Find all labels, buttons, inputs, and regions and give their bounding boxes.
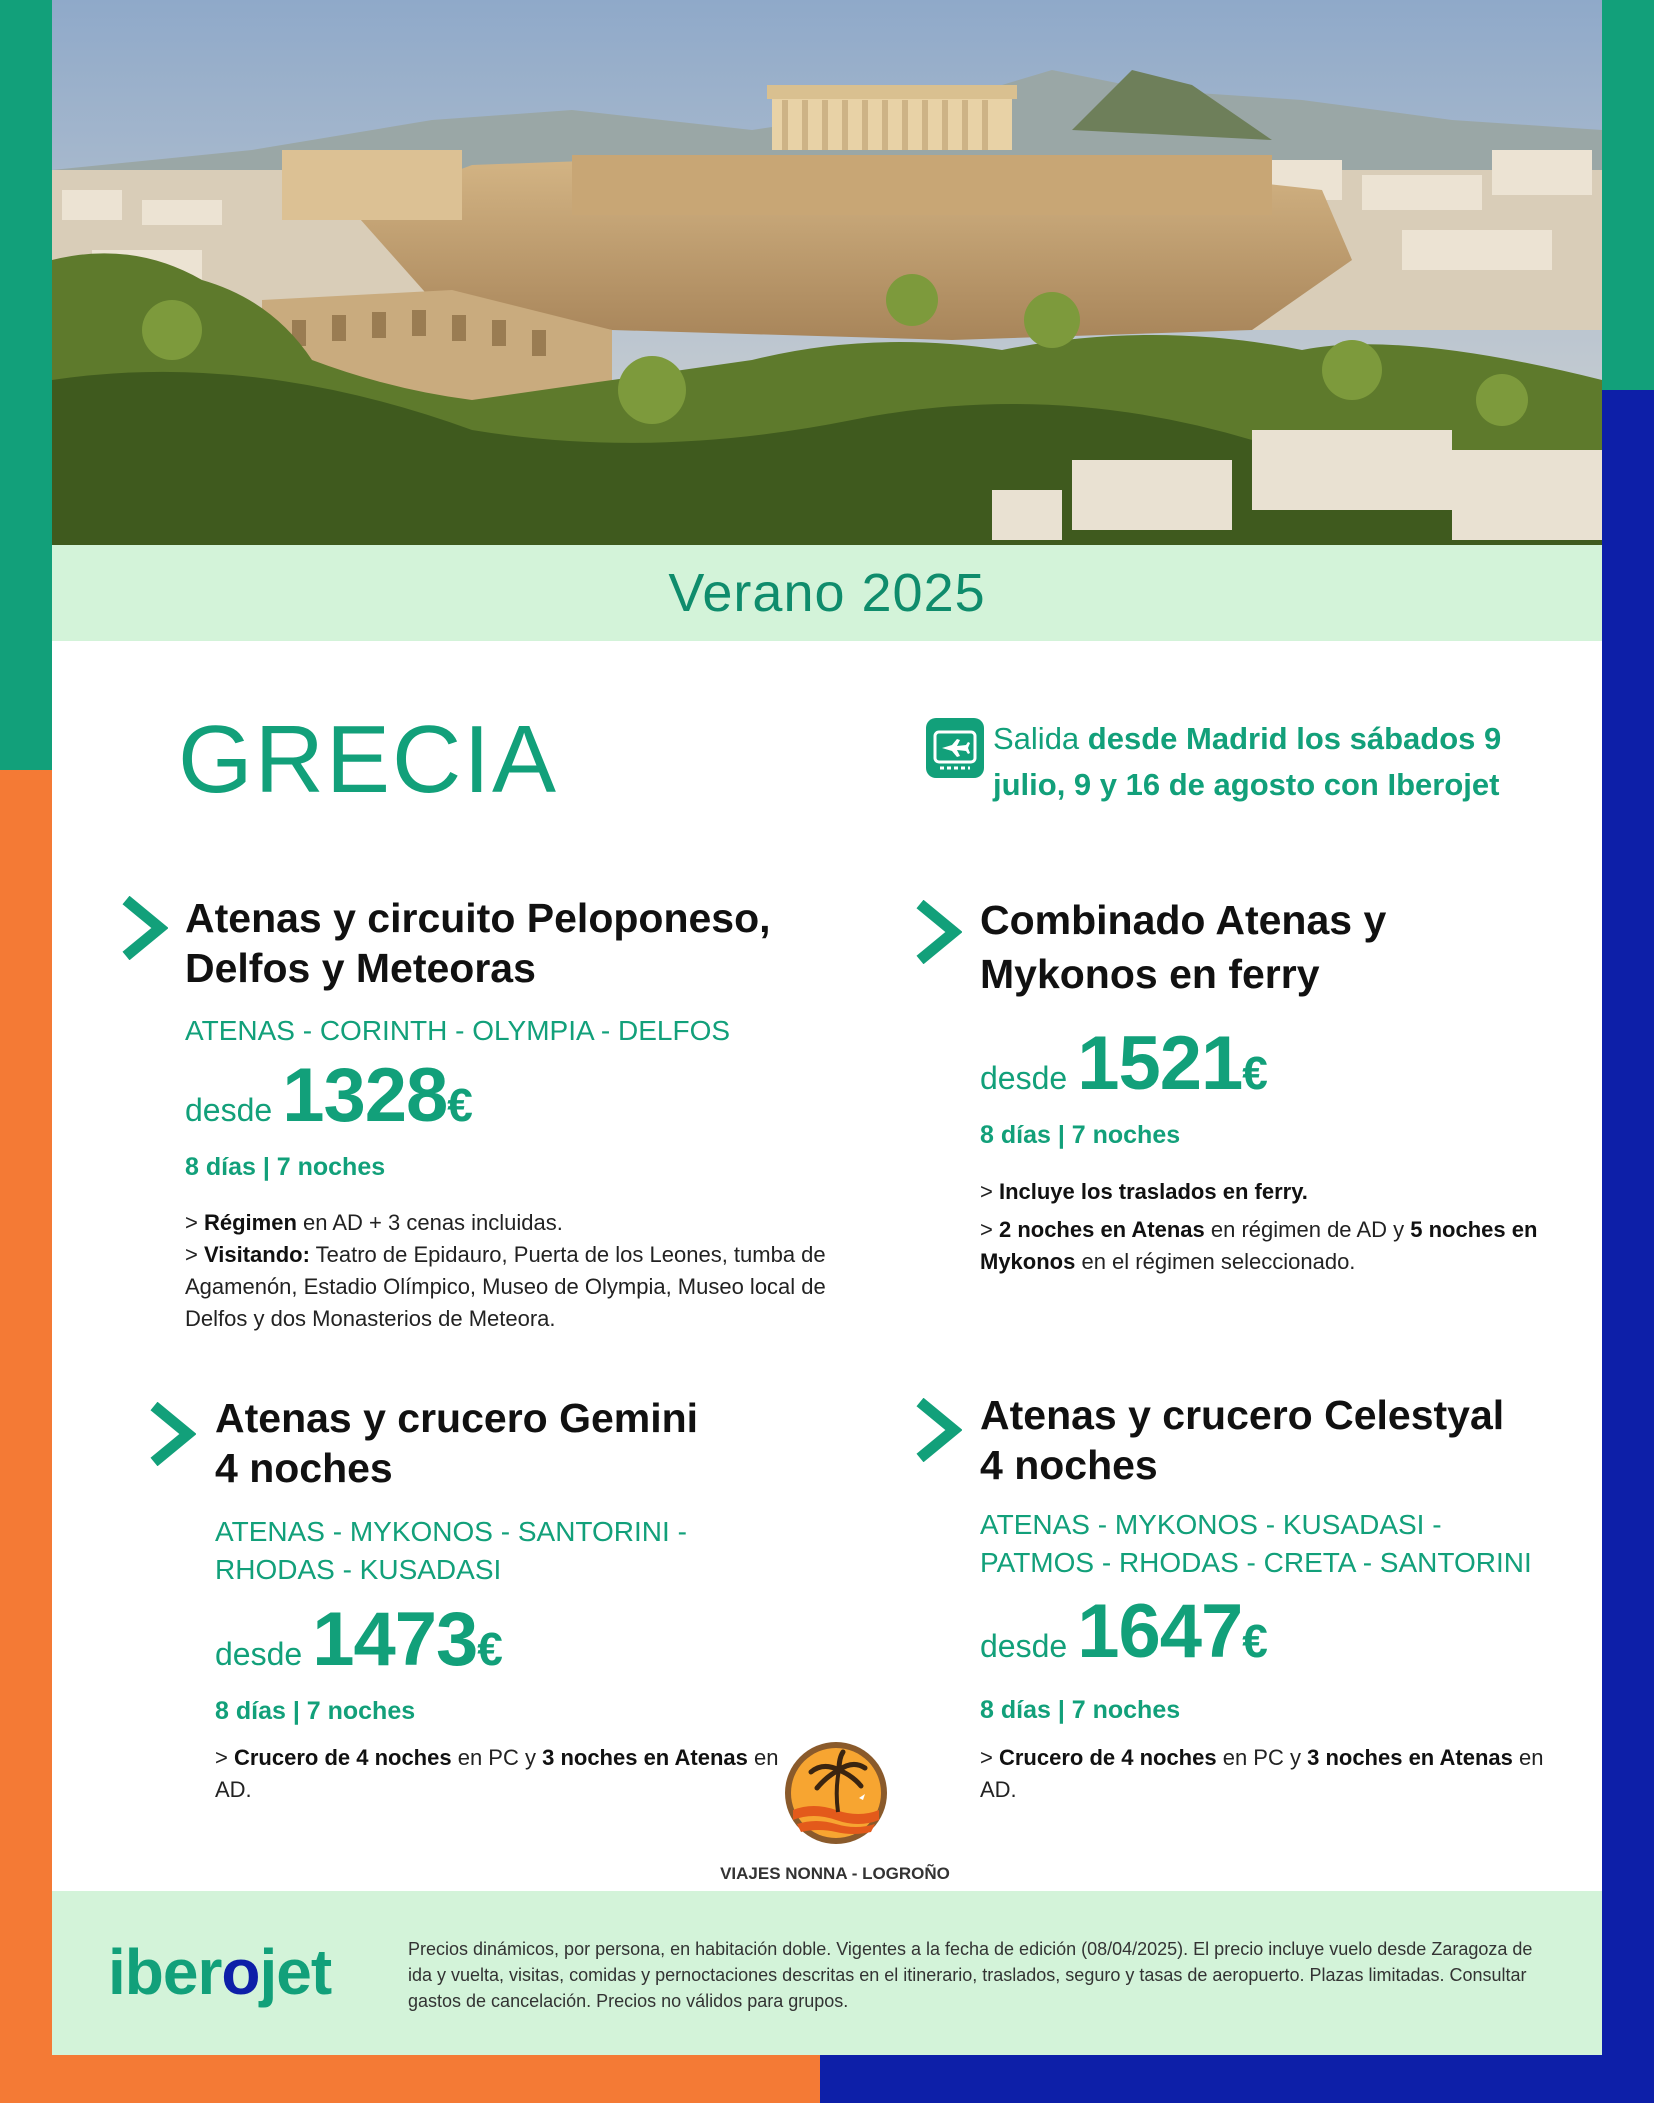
tour-3-price: desde 1473 € [215,1597,503,1682]
left-orange-band [0,770,52,2103]
left-green-band [0,0,52,870]
tour-4-detail-crucero: > Crucero de 4 noches en PC y 3 noches en Atenas en AD. [980,1745,1544,1802]
tour-1-price: desde 1328 € [185,1053,473,1138]
tour-2-price: desde 1521 € [980,1021,1268,1106]
tour-3-title: Atenas y crucero Gemini 4 noches [215,1395,699,1491]
tour-3-duration: 8 días | 7 noches [215,1697,416,1725]
tour-4-title: Atenas y crucero Celestyal 4 noches [980,1392,1505,1488]
departure-prefix: Salida [993,721,1088,756]
departure-info [993,716,1553,808]
chevron-right-icon [146,1402,196,1466]
tour-3-detail-crucero: > Crucero de 4 noches en PC y 3 noches en Atenas en AD. [215,1745,779,1802]
tour-1-details [185,1207,850,1335]
tour-4-details [980,1742,1560,1806]
right-green-band [1602,0,1654,420]
tour-2-duration: 8 días | 7 noches [980,1121,1181,1149]
agency-name: VIAJES NONNA - LOGROÑO [720,1864,950,1883]
hero-acropolis-photo [52,0,1602,545]
plane-ticket-icon [926,718,984,778]
tour-1-detail-visitando: > Visitando: Teatro de Epidauro, Puerta de los Leones, tumba de Agamenón, Estadio Olímpico, Museo de Olympia, Museo local de Delfos y dos Monasterios de Meteora. [185,1242,826,1331]
iberojet-logo: iberojet [108,1936,332,2008]
chevron-right-icon [912,900,962,964]
tour-1-route: ATENAS - CORINTH - OLYMPIA - DELFOS [185,1015,731,1046]
tour-2-detail-noches: > 2 noches en Atenas en régimen de AD y 5 noches en Mykonos en el régimen seleccionado. [980,1217,1538,1274]
right-blue-band [1602,390,1654,2103]
tour-3-route: ATENAS - MYKONOS - SANTORINI - RHODAS - KUSADASI [215,1516,687,1585]
tour-4-route: ATENAS - MYKONOS - KUSADASI - PATMOS - RHODAS - CRETA - SANTORINI [980,1509,1532,1578]
tour-1-title: Atenas y circuito Peloponeso, Delfos y Meteoras [185,895,771,991]
season-banner [52,545,1602,641]
bottom-orange-band [0,2055,830,2103]
chevron-right-icon [912,1398,962,1462]
tour-1-duration: 8 días | 7 noches [185,1153,386,1181]
bottom-blue-band [820,2055,1654,2103]
tour-1-detail-regimen: > Régimen en AD + 3 cenas incluidas. [185,1210,563,1235]
tour-4-price: desde 1647 € [980,1589,1268,1674]
season-title: Verano 2025 [668,563,986,623]
chevron-right-icon [118,896,168,960]
tour-4-duration: 8 días | 7 noches [980,1696,1181,1724]
tour-2-details [980,1176,1550,1278]
palm-sunset-icon [783,1740,889,1846]
departure-details: desde Madrid los sábados 9 julio, 9 y 16 de agosto con Iberojet [993,721,1502,802]
tour-2-detail-ferry: > Incluye los traslados en ferry. [980,1179,1308,1204]
tour-2-title: Combinado Atenas y Mykonos en ferry [980,897,1387,997]
legal-disclaimer: Precios dinámicos, por persona, en habitación doble. Vigentes a la fecha de edición (08/04/2025). El precio incluye vuelo desde Zaragoza de ida y vuelta, visitas, comidas y pernoctaciones descritas en el itinerario, traslados, seguro y tasas de aeropuerto. Plazas limitadas. Consultar gastos de cancelación. Precios no válidos para grupos. [408,1939,1533,2011]
tour-3-details [215,1742,785,1806]
country-title: GRECIA [178,706,559,813]
